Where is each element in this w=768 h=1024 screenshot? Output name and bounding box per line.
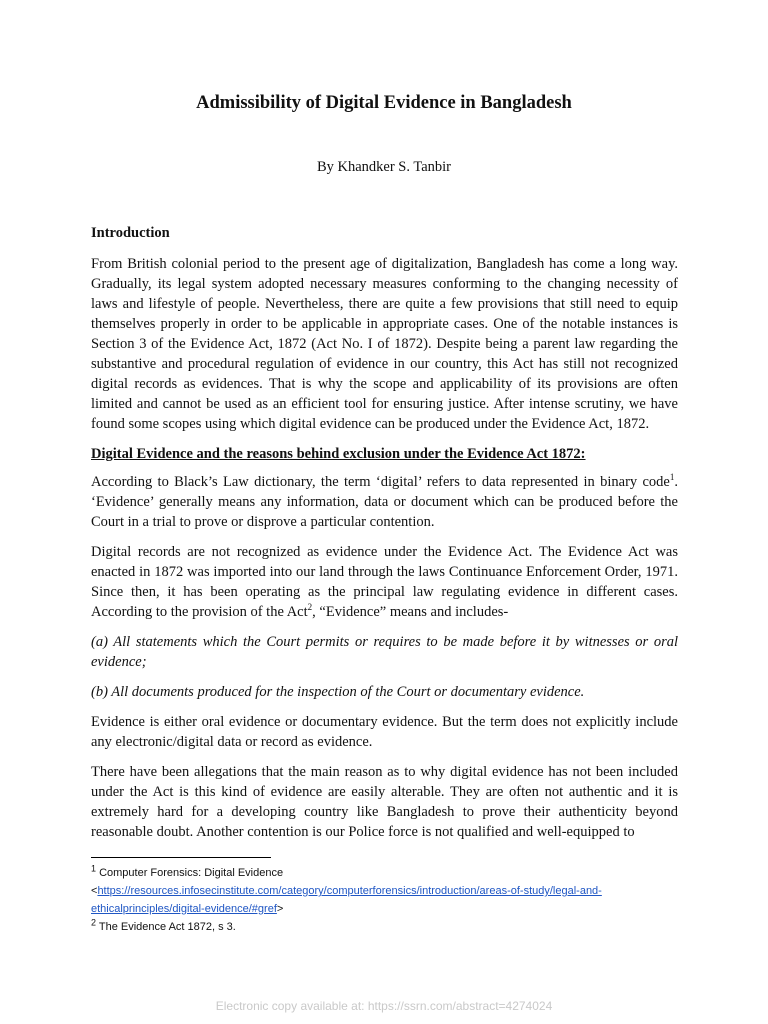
footnote-ref-2[interactable]: 2 (307, 602, 313, 613)
paragraph-definition (91, 472, 678, 532)
ssrn-watermark: Electronic copy available at: https://ssrn.com/abstract=4274024 (215, 999, 553, 1013)
footnotes (91, 864, 691, 936)
footnote-2-text: The Evidence Act 1872, s 3. (96, 921, 236, 933)
paragraph-definition-text-end: . ‘Evidence’ generally means any information, data or document which can be produced before the Court in a trial to prove or disprove a particular contention. (91, 474, 678, 530)
author-byline: By Khandker S. Tanbir (316, 159, 452, 175)
introduction-paragraph: From British colonial period to the present age of digitalization, Bangladesh has come a long way. Gradually, its legal system adopted necessary measures conforming to the changing necessity of laws and lifestyle of people. Nevertheless, there are quite a few provisions that still need to equip themselves properly in order to be applicable in appropriate cases. One of the notable instances is Section 3 of the Evidence Act, 1872 (Act No. I of 1872). Despite being a parent law regarding the substantive and procedural regulation of evidence in our country, this Act has still not recognized digital records as evidences. That is why the scope and applicability of its provisions are often limited and cannot be used as an efficient tool for ensuring justice. After intense scrutiny, we have found some scopes using which digital evidence can be produced under the Evidence Act, 1872. (91, 256, 678, 432)
paragraph-definition-text-start: According to Black’s Law dictionary, the term ‘digital’ refers to data represented in binary code (91, 474, 670, 490)
footnote-ref-1[interactable]: 1 (669, 472, 675, 483)
footnote-1 (91, 864, 691, 882)
section-heading-digital-evidence: Digital Evidence and the reasons behind exclusion under the Evidence Act 1872: (91, 446, 586, 462)
footnote-2-number: 2 (91, 917, 97, 928)
introduction-heading: Introduction (91, 225, 170, 241)
footnote-1-close-bracket: > (276, 903, 284, 915)
footnote-1-number: 1 (91, 863, 97, 874)
footnote-1-text: Computer Forensics: Digital Evidence (96, 867, 284, 879)
definition-item-b: (b) All documents produced for the inspection of the Court or documentary evidence. (91, 684, 585, 700)
footnote-1-link[interactable]: https://resources.infosecinstitute.com/category/computerforensics/introduction/areas-of-study/legal-and- (97, 885, 602, 897)
footnote-1-link-continued[interactable]: ethicalprinciples/digital-evidence/#gref (91, 903, 277, 915)
document-body (91, 223, 678, 852)
paragraph-evidence-types: Evidence is either oral evidence or documentary evidence. But the term does not explicitly include any electronic/digital data or record as evidence. (91, 714, 678, 750)
footnote-1-link-line-2 (91, 900, 691, 918)
document-title: Admissibility of Digital Evidence in Bangladesh (196, 93, 572, 113)
paragraph-act-history (91, 542, 678, 622)
footnote-2 (91, 918, 691, 936)
footnote-1-open-bracket: < (91, 885, 98, 897)
paragraph-act-history-text-start: Digital records are not recognized as evidence under the Evidence Act. The Evidence Act was enacted in 1872 was imported into our land through the laws Continuance Enforcement Order, 1971. Since then, it has been operating as the principal law regulating evidence in different cases. According to the provision of the Act (91, 544, 678, 620)
paragraph-act-history-text-end: , “Evidence” means and includes- (312, 604, 509, 620)
definition-item-a: (a) All statements which the Court permits or requires to be made before it by witnesses or oral evidence; (91, 634, 678, 670)
footnote-separator (91, 857, 271, 858)
paragraph-allegations: There have been allegations that the main reason as to why digital evidence has not been included under the Act is this kind of evidence are easily alterable. They are often not authentic and it is extremely hard for a developing country like Bangladesh to prove their authenticity beyond reasonable doubt. Another contention is our Police force is not qualified and well-equipped to (91, 764, 678, 840)
footnote-1-link-line (91, 882, 691, 900)
